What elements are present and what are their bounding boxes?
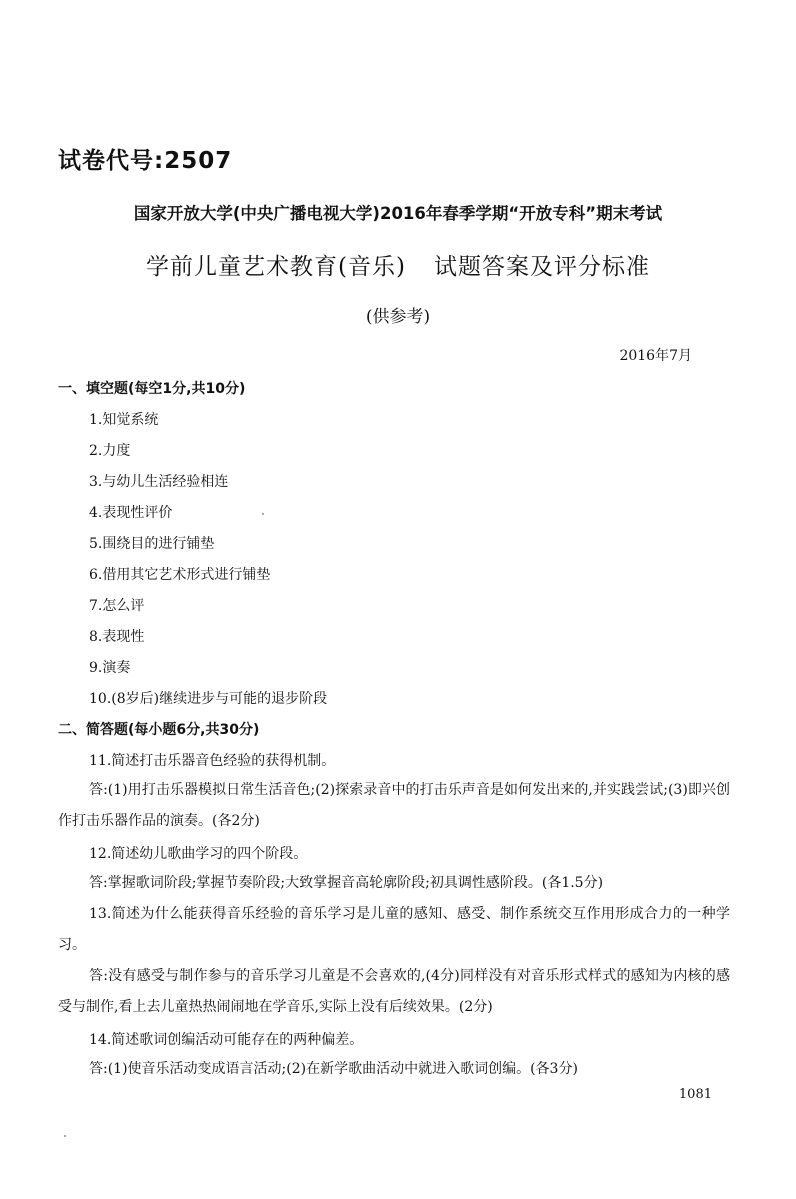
paper-code: 试卷代号:2507 [58, 148, 233, 174]
scan-speck [262, 513, 264, 515]
answer-12: 答:掌握歌词阶段;掌握节奏阶段;大致掌握音高轮廓阶段;初具调性感阶段。(各1.5分) [89, 875, 604, 891]
document-date: 2016年7月 [619, 348, 692, 364]
answer-item-5: 5.围绕目的进行铺垫 [89, 536, 215, 552]
page-number: 1081 [678, 1087, 712, 1102]
answer-item-1: 1.知觉系统 [89, 412, 159, 428]
answer-14: 答:(1)使音乐活动变成语言活动;(2)在新学歌曲活动中就进入歌词创编。(各3分) [89, 1061, 578, 1077]
answer-item-10: 10.(8岁后)继续进步与可能的退步阶段 [89, 691, 328, 707]
document-title [0, 248, 796, 281]
section-fill-in-heading: 一、填空题(每空1分,共10分) [58, 381, 246, 397]
answer-item-7: 7.怎么评 [89, 598, 145, 614]
answer-item-9: 9.演奏 [89, 660, 131, 676]
question-12: 12.简述幼儿歌曲学习的四个阶段。 [89, 846, 308, 862]
answer-13: 答:没有感受与制作参与的音乐学习儿童是不会喜欢的,(4分)同样没有对音乐形式样式的感知为内核的感受与制作,看上去儿童热热闹闹地在学音乐,实际上没有后续效果。(2分) [58, 968, 730, 1015]
question-14: 14.简述歌词创编活动可能存在的两种偏差。 [89, 1032, 364, 1048]
reference-note: (供参考) [365, 307, 431, 327]
answer-item-3: 3.与幼儿生活经验相连 [89, 474, 229, 490]
scan-speck [64, 1135, 66, 1137]
answer-item-6: 6.借用其它艺术形式进行铺垫 [89, 567, 271, 583]
answer-item-4: 4.表现性评价 [89, 505, 173, 521]
answer-item-2: 2.力度 [89, 443, 131, 459]
answer-item-8: 8.表现性 [89, 629, 145, 645]
question-11: 11.简述打击乐器音色经验的获得机制。 [89, 753, 336, 769]
document-title-subject: 学前儿童艺术教育(音乐) [146, 254, 406, 280]
answer-11: 答:(1)用打击乐器模拟日常生活音色;(2)探索录音中的打击乐声音是如何发出来的,并实践尝试;(3)即兴创作打击乐器作品的演奏。(各2分) [58, 782, 730, 829]
document-title-type: 试题答案及评分标准 [433, 254, 650, 280]
section-short-answer-heading: 二、简答题(每小题6分,共30分) [58, 722, 260, 738]
question-13: 13.简述为什么能获得音乐经验的音乐学习是儿童的感知、感受、制作系统交互作用形成合力的一种学习。 [58, 906, 730, 953]
exam-title: 国家开放大学(中央广播电视大学)2016年春季学期“开放专科”期末考试 [133, 204, 663, 223]
